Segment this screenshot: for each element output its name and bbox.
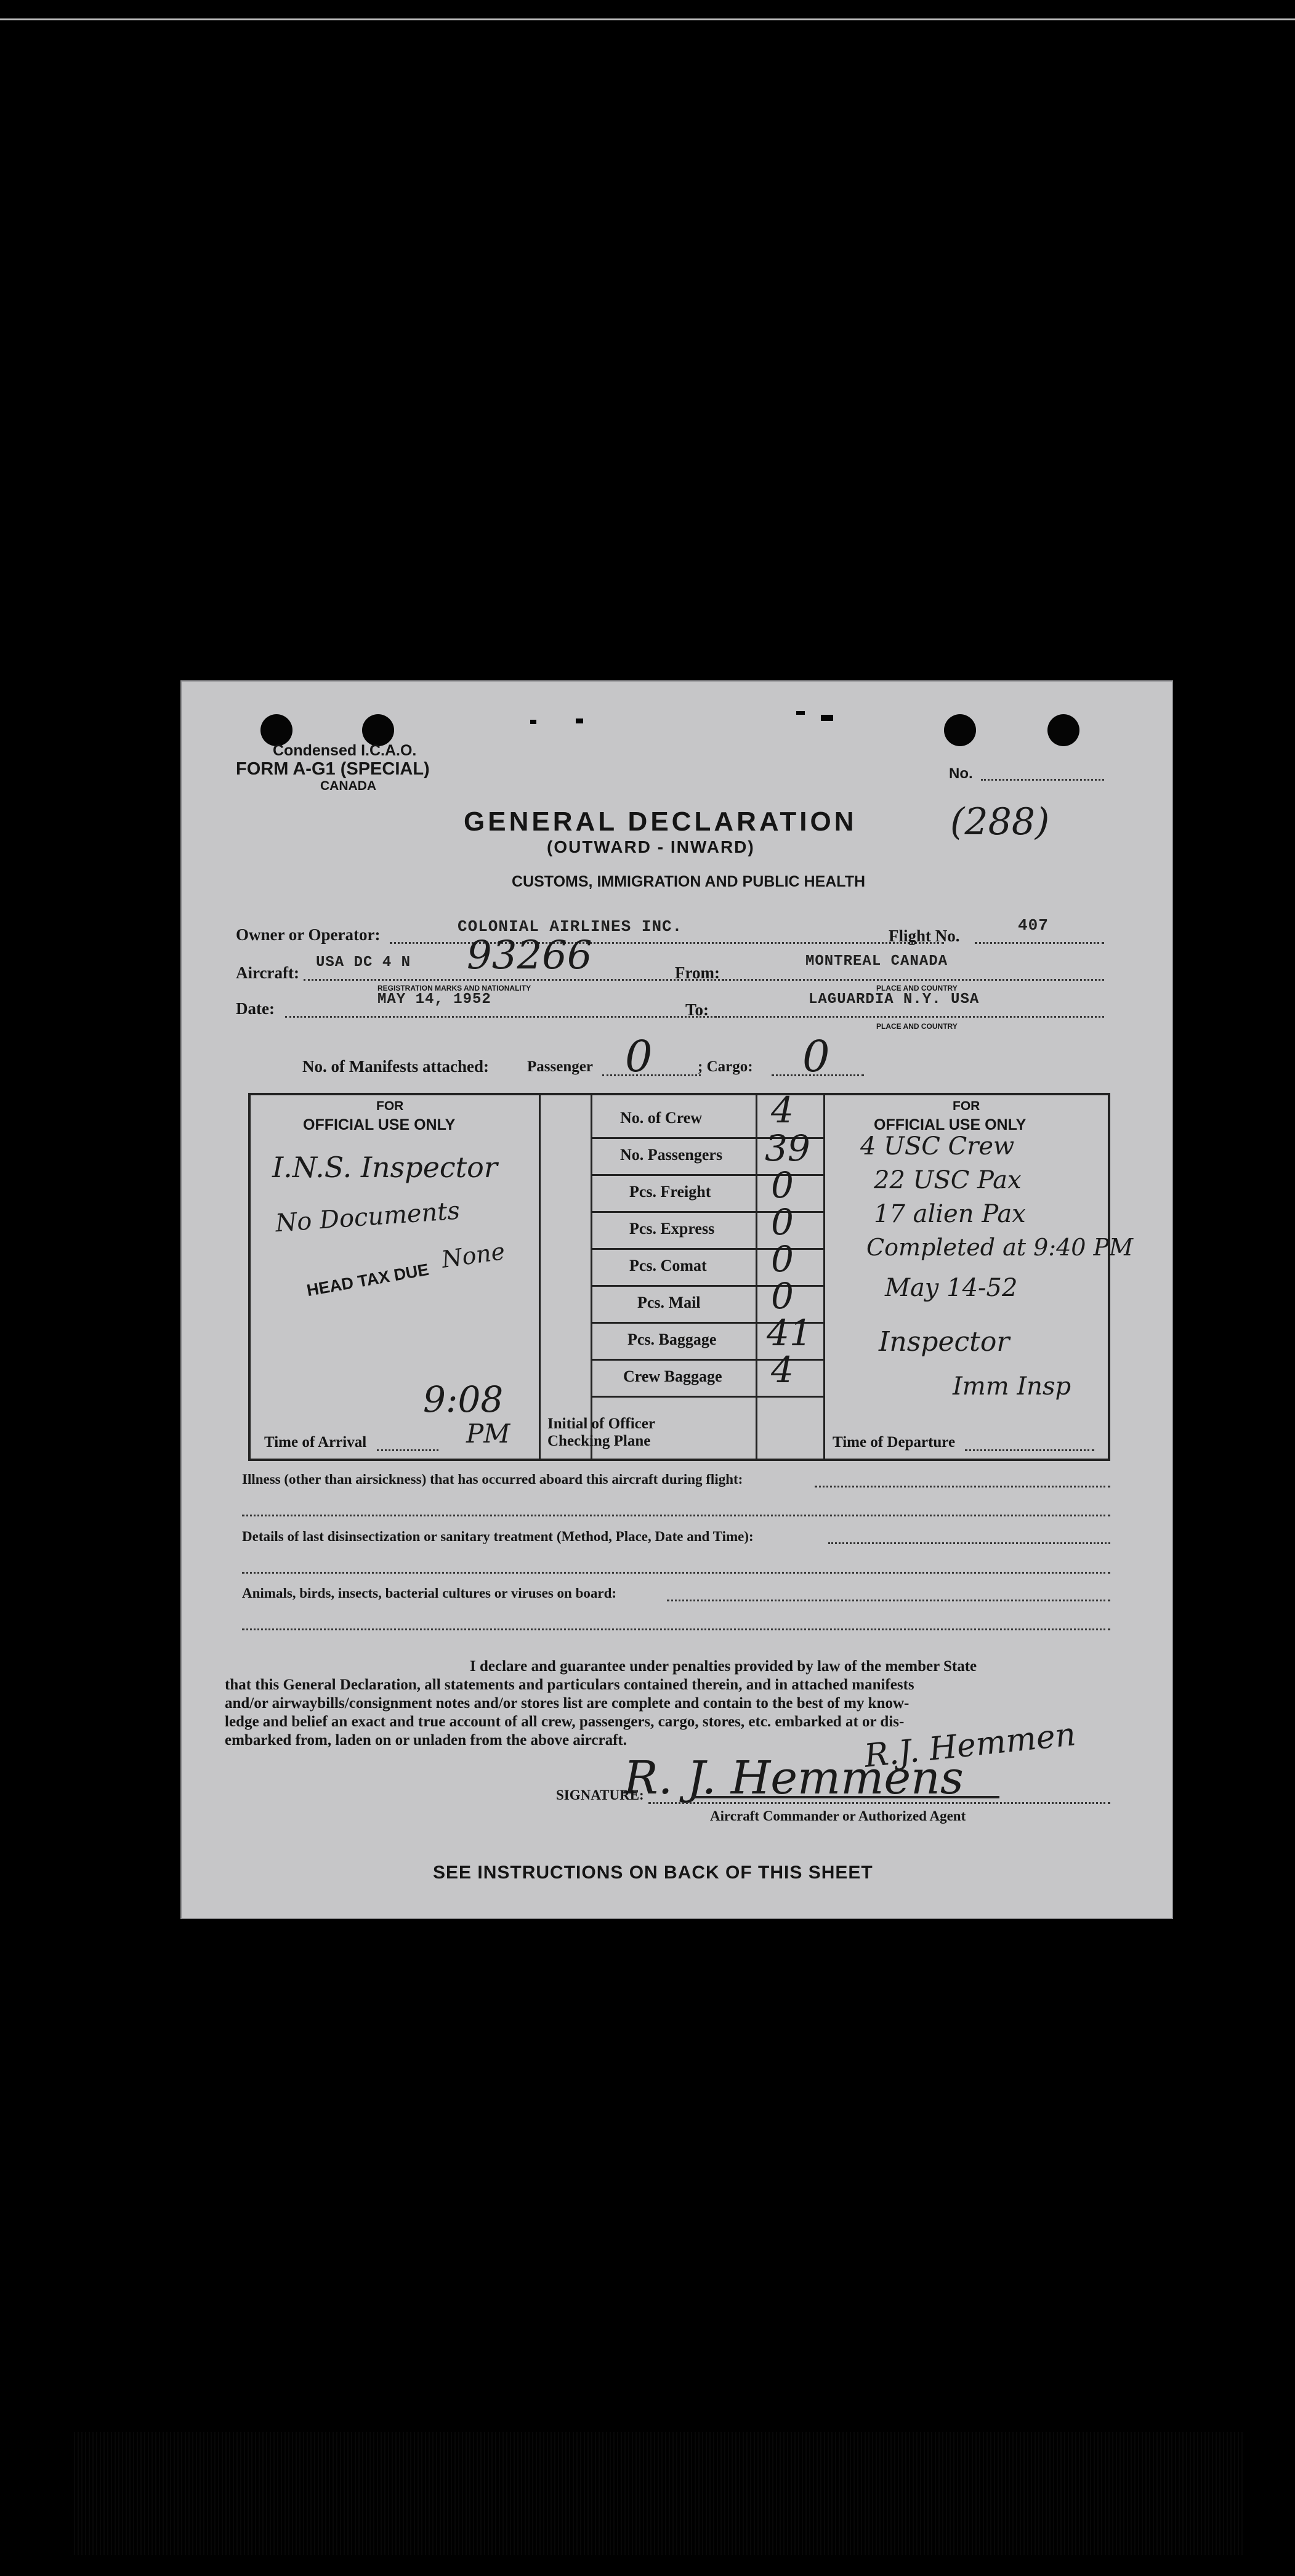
scan-speck xyxy=(530,720,536,724)
cargo-manifest-value: 0 xyxy=(802,1031,830,1082)
right-note-date: May 14-52 xyxy=(885,1274,1018,1302)
row-label-express: Pcs. Express xyxy=(629,1220,715,1238)
row-label-comat: Pcs. Comat xyxy=(629,1257,707,1274)
handwritten-form-number: (288) xyxy=(950,800,1050,843)
time-departure-line xyxy=(965,1449,1094,1451)
time-arrival-value: 9:08 xyxy=(423,1379,504,1420)
left-note-no-documents: No Documents xyxy=(274,1196,461,1238)
box-divider xyxy=(539,1095,541,1459)
punch-hole-icon xyxy=(944,714,976,746)
box-divider xyxy=(823,1095,825,1459)
row-label-crew: No. of Crew xyxy=(620,1109,703,1127)
form-number: FORM A-G1 (SPECIAL) xyxy=(236,759,430,779)
page-subtitle: (OUTWARD - INWARD) xyxy=(547,837,755,856)
checking-plane-label: Checking Plane xyxy=(547,1433,651,1449)
right-note-crew: 4 USC Crew xyxy=(860,1132,1015,1161)
to-line xyxy=(715,1016,1104,1018)
left-note-inspector: I.N.S. Inspector xyxy=(272,1151,498,1184)
disinsect-line-2 xyxy=(242,1572,1110,1574)
right-heading-official: OFFICIAL USE ONLY xyxy=(874,1116,1027,1133)
right-note-imm-insp: Imm Insp xyxy=(953,1372,1071,1401)
from-line xyxy=(722,979,1104,981)
aircraft-label: Aircraft: xyxy=(236,964,299,982)
date-value: MAY 14, 1952 xyxy=(377,991,491,1008)
illness-label: Illness (other than airsickness) that has occurred aboard this aircraft during flight: xyxy=(242,1471,743,1487)
place-caption-from: PLACE AND COUNTRY xyxy=(876,984,958,992)
signature-caption: Aircraft Commander or Authorized Agent xyxy=(710,1808,966,1824)
aircraft-registration-hand: 93266 xyxy=(467,933,592,978)
from-label: From: xyxy=(675,964,720,982)
scan-speck xyxy=(821,715,833,721)
right-heading-for: FOR xyxy=(953,1099,980,1113)
row-label-crew-baggage: Crew Baggage xyxy=(623,1367,722,1385)
date-line xyxy=(285,1016,735,1018)
cargo-manifest-label: ; Cargo: xyxy=(698,1058,753,1075)
statement-line-2: that this General Declaration, all statements and particulars contained therein, and in attached manifests xyxy=(225,1676,914,1693)
initial-officer-label: Initial of Officer xyxy=(547,1415,655,1432)
footer-instructions: SEE INSTRUCTIONS ON BACK OF THIS SHEET xyxy=(433,1862,873,1883)
signature-handwriting-upper: R.J. Hemmen xyxy=(862,1716,1078,1775)
passenger-manifest-value: 0 xyxy=(625,1031,653,1082)
statement-line-1: I declare and guarantee under penalties provided by law of the member State xyxy=(470,1658,977,1675)
scan-noise xyxy=(74,2432,1244,2555)
signature-label: SIGNATURE: xyxy=(556,1787,644,1803)
general-declaration-form xyxy=(180,680,1173,1919)
form-no-label: No. xyxy=(949,765,973,782)
illness-line-2 xyxy=(242,1515,1110,1516)
row-value-comat: 0 xyxy=(771,1238,794,1280)
left-heading-for: FOR xyxy=(376,1099,404,1113)
row-value-baggage: 41 xyxy=(767,1312,812,1354)
page-subtitle-2: CUSTOMS, IMMIGRATION AND PUBLIC HEALTH xyxy=(512,873,866,890)
left-heading-official: OFFICIAL USE ONLY xyxy=(303,1116,456,1133)
owner-label: Owner or Operator: xyxy=(236,925,381,944)
signature-stroke xyxy=(692,1796,999,1798)
illness-line xyxy=(815,1486,1110,1487)
signature-handwriting: R. J. Hemmens xyxy=(624,1752,964,1805)
statement-line-3: and/or airwaybills/consignment notes and/or stores list are complete and contain to the best of my know- xyxy=(225,1695,910,1712)
right-note-alien-pax: 17 alien Pax xyxy=(874,1200,1026,1228)
row-value-passengers: 39 xyxy=(765,1127,810,1169)
form-no-line xyxy=(981,779,1104,781)
time-departure-label: Time of Departure xyxy=(833,1434,956,1451)
owner-value: COLONIAL AIRLINES INC. xyxy=(458,917,683,936)
signature-line xyxy=(648,1802,1110,1804)
row-label-passengers: No. Passengers xyxy=(620,1146,723,1164)
statement-line-4: ledge and belief an exact and true account of all crew, passengers, cargo, stores, etc. embarked at or dis- xyxy=(225,1713,905,1730)
scan-speck xyxy=(796,711,805,715)
row-value-mail: 0 xyxy=(771,1275,794,1317)
row-label-baggage: Pcs. Baggage xyxy=(627,1330,717,1348)
right-note-inspector: Inspector xyxy=(879,1326,1010,1358)
flight-line xyxy=(975,942,1104,944)
row-value-freight: 0 xyxy=(771,1164,794,1206)
row-label-freight: Pcs. Freight xyxy=(629,1183,711,1201)
disinsect-line xyxy=(828,1542,1110,1544)
punch-hole-icon xyxy=(1047,714,1079,746)
statement-line-5: embarked from, laden on or unladen from the above aircraft. xyxy=(225,1732,627,1749)
disinsect-label: Details of last disinsectization or sanitary treatment (Method, Place, Date and Time): xyxy=(242,1529,754,1544)
official-use-box xyxy=(248,1089,1134,1461)
right-note-completed: Completed at 9:40 PM xyxy=(866,1234,1134,1261)
to-value: LAGUARDIA N.Y. USA xyxy=(809,991,980,1008)
animals-line xyxy=(667,1600,1110,1601)
right-note-usc-pax: 22 USC Pax xyxy=(874,1166,1022,1194)
row-value-crew: 4 xyxy=(771,1089,794,1131)
row-divider xyxy=(591,1396,823,1398)
aircraft-typed: USA DC 4 N xyxy=(316,954,411,971)
box-divider xyxy=(756,1095,757,1459)
animals-line-2 xyxy=(242,1628,1110,1630)
left-note-none: None xyxy=(440,1238,507,1273)
row-value-express: 0 xyxy=(771,1201,794,1243)
time-arrival-label: Time of Arrival xyxy=(264,1434,367,1451)
form-country: CANADA xyxy=(320,779,376,793)
registration-caption: REGISTRATION MARKS AND NATIONALITY xyxy=(377,984,531,992)
head-tax-due-stamp: HEAD TAX DUE xyxy=(305,1260,430,1300)
condensed-icao-label: Condensed I.C.A.O. xyxy=(273,742,417,759)
place-caption-to: PLACE AND COUNTRY xyxy=(876,1022,958,1031)
scan-top-edge xyxy=(0,18,1295,20)
page-title: GENERAL DECLARATION xyxy=(464,807,857,837)
animals-label: Animals, birds, insects, bacterial cultures or viruses on board: xyxy=(242,1585,617,1601)
row-value-crew-baggage: 4 xyxy=(771,1349,794,1391)
date-label: Date: xyxy=(236,999,275,1018)
aircraft-line xyxy=(304,979,735,981)
flight-value: 407 xyxy=(1018,916,1049,935)
row-label-mail: Pcs. Mail xyxy=(637,1294,701,1311)
flight-label: Flight No. xyxy=(889,927,960,945)
manifests-label: No. of Manifests attached: xyxy=(302,1057,489,1076)
box-divider xyxy=(591,1095,592,1459)
time-arrival-line xyxy=(377,1449,438,1451)
from-value: MONTREAL CANADA xyxy=(805,953,948,970)
time-arrival-pm: PM xyxy=(466,1419,510,1449)
to-label: To: xyxy=(685,1000,709,1019)
scan-speck xyxy=(576,718,583,723)
passenger-manifest-label: Passenger xyxy=(527,1058,593,1075)
